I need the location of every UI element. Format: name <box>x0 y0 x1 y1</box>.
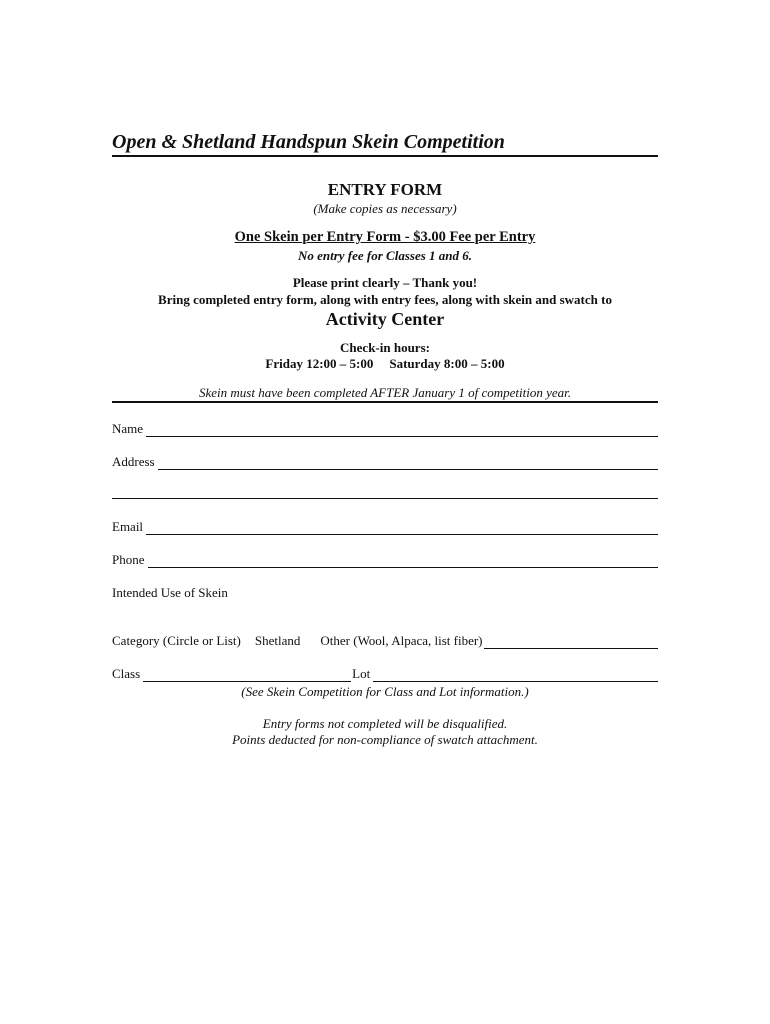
name-field <box>112 421 658 437</box>
class-input-line[interactable] <box>143 670 351 682</box>
no-fee-note: No entry fee for Classes 1 and 6. <box>297 248 473 263</box>
lot-input-line[interactable] <box>373 670 658 682</box>
page-title: Open & Shetland Handspun Skein Competition <box>112 129 658 157</box>
category-option-other[interactable]: Other (Wool, Alpaca, list fiber) <box>320 633 483 648</box>
phone-label: Phone <box>112 552 145 567</box>
category-fiber-input-line[interactable] <box>484 637 658 649</box>
email-label: Email <box>112 519 144 534</box>
category-field <box>112 633 658 649</box>
category-option-shetland[interactable]: Shetland <box>254 633 301 648</box>
checkin-friday: Friday 12:00 – 5:00 <box>265 356 374 371</box>
phone-field <box>112 552 658 568</box>
category-label: Category (Circle or List) <box>112 633 241 648</box>
name-input-line[interactable] <box>146 425 658 437</box>
checkin-saturday: Saturday 8:00 – 5:00 <box>389 356 505 371</box>
disqualified-note: Entry forms not completed will be disqualified. <box>262 716 508 731</box>
address-field <box>112 454 658 470</box>
bring-note: Bring completed entry form, along with entry fees, along with skein and swatch to <box>158 292 612 307</box>
entry-form-page <box>112 0 658 1024</box>
address-input-line[interactable] <box>158 458 658 470</box>
skein-note: Skein must have been completed AFTER January 1 of competition year. <box>199 385 571 400</box>
email-field <box>112 519 658 535</box>
points-note: Points deducted for non-compliance of swatch attachment. <box>232 732 538 747</box>
fee-line: One Skein per Entry Form - $3.00 Fee per Entry <box>234 229 536 245</box>
lot-label: Lot <box>352 666 371 681</box>
class-lot-field <box>112 666 658 682</box>
location-heading: Activity Center <box>325 309 445 329</box>
intended-use-label: Intended Use of Skein <box>112 585 228 600</box>
address-input-line-2[interactable] <box>112 487 658 499</box>
intended-use-field <box>112 585 658 601</box>
address-label: Address <box>112 454 155 469</box>
class-label: Class <box>112 666 141 681</box>
phone-input-line[interactable] <box>148 556 659 568</box>
checkin-label: Check-in hours: <box>340 340 430 355</box>
copies-note: (Make copies as necessary) <box>313 201 457 216</box>
name-label: Name <box>112 421 144 436</box>
divider <box>112 401 658 403</box>
form-heading: ENTRY FORM <box>327 180 443 199</box>
see-info-note: (See Skein Competition for Class and Lot information.) <box>241 684 529 699</box>
print-note: Please print clearly – Thank you! <box>292 275 478 290</box>
checkin-hours <box>112 356 658 372</box>
email-input-line[interactable] <box>146 523 658 535</box>
address-line-2 <box>112 487 658 499</box>
